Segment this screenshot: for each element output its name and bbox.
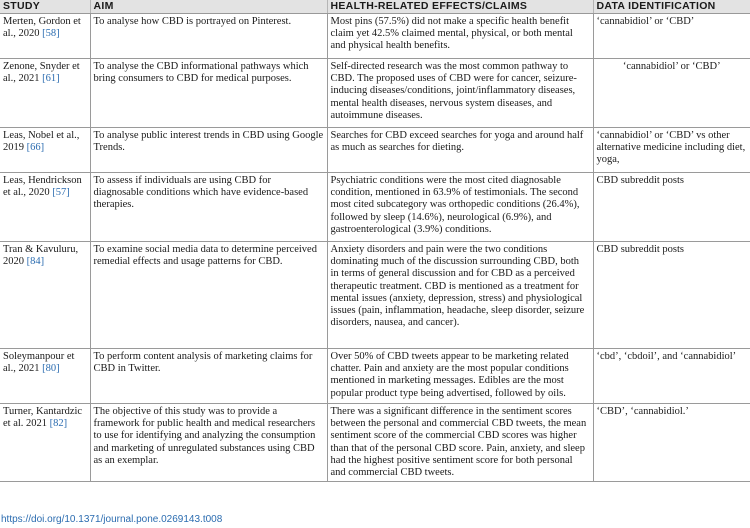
table-row bbox=[0, 242, 750, 349]
effects-cell: Psychiatric conditions were the most cited diagnosable condition, mentioned in 63.9% of testimonials. The second most cited subcategory was orthopedic conditions (26.4%), followed by sleep (14.6%), neurological (6.9%), and gastroenterological (3.9%) conditions. bbox=[327, 173, 593, 242]
table-row bbox=[0, 128, 750, 173]
table-row bbox=[0, 14, 750, 59]
data-identification-cell: CBD subreddit posts bbox=[593, 242, 750, 349]
aim-cell: To assess if individuals are using CBD for diagnosable conditions which have evidence-based therapies. bbox=[90, 173, 327, 242]
reference-link[interactable]: [58] bbox=[42, 28, 60, 40]
study-name: Leas, Hendrickson et al., 2020 bbox=[3, 175, 82, 199]
reference-link[interactable]: [66] bbox=[26, 142, 45, 154]
header-effects: HEALTH-RELATED EFFECTS/CLAIMS bbox=[327, 0, 593, 14]
effects-cell: Anxiety disorders and pain were the two conditions dominating much of the discussion surrounding CBD, both in terms of general discussion and for CBD as a perceived therapeutic treatment. CBD is mentioned as a treatment for mental issues (anxiety, depression, stress) and physiological issues (pain, inflammation, headache, sleep disorder, seizure disorders, nausea, and cancer). bbox=[327, 242, 593, 349]
aim-cell: The objective of this study was to provide a framework for public health and medical researchers to use for identifying and analyzing the consumption and marketing of unregulated substances using CBD as an exemplar. bbox=[90, 404, 327, 482]
data-identification-cell: ‘cannabidiol’ or ‘CBD’ vs other alternative medicine including diet, yoga, bbox=[593, 128, 750, 173]
data-identification-cell: CBD subreddit posts bbox=[593, 173, 750, 242]
study-name: Tran & Kavuluru, 2020 bbox=[3, 244, 79, 268]
reference-link[interactable]: [61] bbox=[42, 73, 60, 85]
study-name: Soleymanpour et al., 2021 bbox=[3, 351, 75, 375]
reference-link[interactable]: [82] bbox=[49, 418, 68, 430]
data-identification-cell: ‘CBD’, ‘cannabidiol.’ bbox=[593, 404, 750, 482]
header-study: STUDY bbox=[0, 0, 90, 14]
effects-cell: Searches for CBD exceed searches for yoga and around half as much as searches for dieting. bbox=[327, 128, 593, 173]
header-aim: AIM bbox=[90, 0, 327, 14]
table-row bbox=[0, 404, 750, 482]
header-row bbox=[0, 0, 750, 14]
aim-cell: To perform content analysis of marketing claims for CBD in Twitter. bbox=[90, 349, 327, 404]
study-cell bbox=[0, 242, 90, 349]
aim-cell: To examine social media data to determine perceived remedial effects and usage patterns for CBD. bbox=[90, 242, 327, 349]
effects-cell: Over 50% of CBD tweets appear to be marketing related chatter. Pain and anxiety are the most popular conditions mentioned in marketing messages. Edibles are the most popular product type being advertised, followed by oils. bbox=[327, 349, 593, 404]
reference-link[interactable]: [80] bbox=[42, 363, 60, 375]
data-identification-cell: ‘cannabidiol’ or ‘CBD’ bbox=[593, 14, 750, 59]
table-row bbox=[0, 173, 750, 242]
study-cell bbox=[0, 59, 90, 128]
header-data-identification: DATA IDENTIFICATION bbox=[593, 0, 750, 14]
study-cell bbox=[0, 14, 90, 59]
table-row bbox=[0, 59, 750, 128]
aim-cell: To analyse how CBD is portrayed on Pinterest. bbox=[90, 14, 327, 59]
study-name: Leas, Nobel et al., 2019 bbox=[3, 130, 80, 154]
table-row bbox=[0, 349, 750, 404]
study-cell bbox=[0, 404, 90, 482]
data-identification-cell: ‘cbd’, ‘cbdoil’, and ‘cannabidiol’ bbox=[593, 349, 750, 404]
reference-link[interactable]: [84] bbox=[26, 256, 45, 268]
effects-cell: Self-directed research was the most common pathway to CBD. The proposed uses of CBD were for cancer, seizure-inducing diseases/conditions, joint/inflammatory diseases, mental health diseases, nervous system diseases, and autoimmune diseases. bbox=[327, 59, 593, 128]
study-cell bbox=[0, 173, 90, 242]
study-cell bbox=[0, 128, 90, 173]
aim-cell: To analyse the CBD informational pathways which bring consumers to CBD for medical purposes. bbox=[90, 59, 327, 128]
study-cell bbox=[0, 349, 90, 404]
study-name: Merten, Gordon et al., 2020 bbox=[3, 16, 81, 40]
effects-cell: Most pins (57.5%) did not make a specific health benefit claim yet 42.5% claimed mental, physical, or both mental and physical health benefits. bbox=[327, 14, 593, 59]
study-name: Zenone, Snyder et al., 2021 bbox=[3, 61, 80, 85]
data-identification-cell: ‘cannabidiol’ or ‘CBD’ bbox=[593, 59, 750, 128]
study-name: Turner, Kantardzic et al. 2021 bbox=[3, 406, 83, 430]
effects-cell: There was a significant difference in the sentiment scores between the personal and commercial CBD tweets, the mean sentiment score of the commercial CBD scores was higher than that of the personal CBD score. Pain, anxiety, and sleep had the highest positive sentiment score for both personal and commercial CBD tweets. bbox=[327, 404, 593, 482]
reference-link[interactable]: [57] bbox=[52, 187, 70, 199]
aim-cell: To analyse public interest trends in CBD using Google Trends. bbox=[90, 128, 327, 173]
doi-link[interactable]: https://doi.org/10.1371/journal.pone.0269143.t008 bbox=[1, 514, 223, 525]
